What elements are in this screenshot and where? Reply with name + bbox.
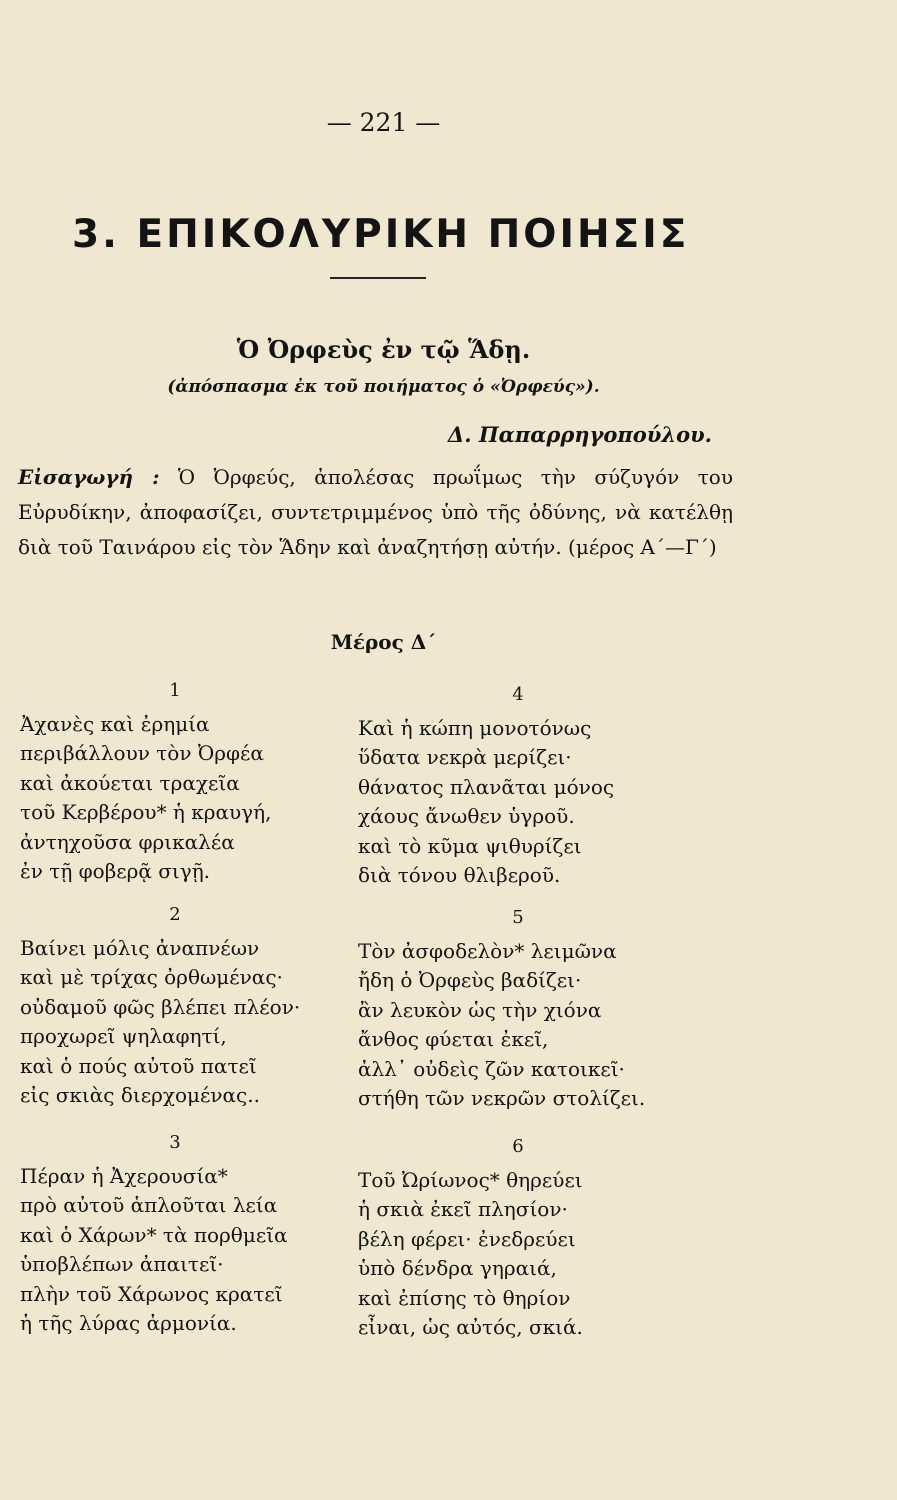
verse-line: Ἀχανὲς καὶ ἐρημία <box>20 711 210 736</box>
verse-line: καὶ ἀκούεται τραχεῖα <box>20 770 240 795</box>
intro-label: Εἰσαγωγή : <box>18 465 160 489</box>
verse-line: τοῦ Κερβέρου* ἡ κραυγή, <box>20 800 272 824</box>
stanza-6 <box>358 1132 678 1343</box>
intro-text: Ὁ Ὀρφεύς, ἀπολέσας πρωΐμως τὴν σύζυγόν του Εὐρυδίκην, ἀποφασίζει, συντετριμμένος ὑπὸ τῆς ὀδύνης, νὰ κατέλθῃ διὰ τοῦ Ταινάρου εἰς τὸν Ἅδην καὶ ἀναζητήσῃ αὐτήν. (μέρος Α΄—Γ΄) <box>18 465 733 559</box>
verse-line: εἰς σκιὰς διερχομένας.. <box>20 1083 260 1107</box>
poem-author: Δ. Παπαρρηγοπούλου. <box>447 422 712 447</box>
verse-line: περιβάλλουν τὸν Ὀρφέα <box>20 741 264 765</box>
verse-line: ἡ σκιὰ ἐκεῖ πλησίον· <box>358 1197 568 1221</box>
verse-line: ἀντηχοῦσα φρικαλέα <box>20 829 235 854</box>
stanza-number: 4 <box>512 684 524 705</box>
poem-subtitle: (ἀπόσπασμα ἐκ τοῦ ποιήματος ὁ «Ὀρφεύς»). <box>167 377 600 397</box>
verse-line: καὶ τὸ κῦμα ψιθυρίζει <box>358 833 582 858</box>
verse-line: ἤδη ὁ Ὀρφεὺς βαδίζει· <box>358 968 582 992</box>
verse-line: Τὸν ἀσφοδελὸν* λειμῶνα <box>358 938 617 963</box>
stanza-number: 2 <box>169 904 181 925</box>
stanza-5 <box>358 903 678 1114</box>
stanza-number: 1 <box>169 680 181 701</box>
divider <box>330 277 426 279</box>
verse-line: ὑποβλέπων ἀπαιτεῖ· <box>20 1252 224 1276</box>
verse-line: θάνατος πλανᾶται μόνος <box>358 774 615 799</box>
verse-line: ἡ τῆς λύρας ἁρμονία. <box>20 1311 237 1335</box>
verse-line: εἶναι, ὡς αὐτός, σκιά. <box>358 1315 583 1339</box>
verse-line: πλὴν τοῦ Χάρωνος κρατεῖ <box>20 1281 283 1306</box>
chapter-heading: 3. ΕΠΙΚΟΛΥΡΙΚΗ ΠΟΙΗΣΙΣ <box>72 212 690 257</box>
verse-line: χάους ἄνωθεν ὑγροῦ. <box>358 804 575 828</box>
verse-line: Πέραν ἡ Ἀχερουσία* <box>20 1163 228 1188</box>
verse-line: Βαίνει μόλις ἀναπνέων <box>20 935 260 960</box>
stanza-4 <box>358 680 678 891</box>
stanza-3 <box>20 1128 320 1339</box>
verse-line: ἂν λευκὸν ὡς τὴν χιόνα <box>358 997 602 1022</box>
stanza-2 <box>20 900 320 1111</box>
stanza-1 <box>20 676 320 887</box>
verse-line: βέλη φέρει· ἐνεδρεύει <box>358 1226 576 1251</box>
verse-line: ἐν τῇ φοβερᾷ σιγῇ. <box>20 859 211 883</box>
verse-line: ὑπὸ δένδρα γηραιά, <box>358 1256 557 1280</box>
verse-line: ὕδατα νεκρὰ μερίζει· <box>358 745 572 769</box>
verse-line: ἄνθος φύεται ἐκεῖ, <box>358 1027 549 1051</box>
stanza-number: 6 <box>512 1136 524 1157</box>
verse-line: καὶ μὲ τρίχας ὀρθωμένας· <box>20 965 283 989</box>
verse-line: πρὸ αὐτοῦ ἁπλοῦται λεία <box>20 1193 278 1217</box>
part-heading: Μέρος Δ΄ <box>330 630 437 654</box>
verse-line: διὰ τόνου θλιβεροῦ. <box>358 863 561 887</box>
verse-line: προχωρεῖ ψηλαφητί, <box>20 1024 227 1048</box>
page-number: — 221 — <box>326 108 441 137</box>
verse-line: Τοῦ Ὠρίωνος* θηρεύει <box>358 1167 583 1192</box>
verse-line: ἀλλ᾽ οὐδεὶς ζῶν κατοικεῖ· <box>358 1056 625 1081</box>
verse-line: στήθη τῶν νεκρῶν στολίζει. <box>358 1086 646 1110</box>
verse-line: καὶ ὁ πούς αὐτοῦ πατεῖ <box>20 1053 257 1078</box>
intro-paragraph <box>18 460 733 565</box>
verse-line: καὶ ἐπίσης τὸ θηρίον <box>358 1285 571 1310</box>
verse-line: Καὶ ἡ κώπη μονοτόνως <box>358 715 592 740</box>
stanza-number: 3 <box>169 1132 181 1153</box>
verse-line: καὶ ὁ Χάρων* τὰ πορθμεῖα <box>20 1222 288 1247</box>
stanza-number: 5 <box>512 907 524 928</box>
verse-line: οὐδαμοῦ φῶς βλέπει πλέον· <box>20 994 301 1019</box>
poem-title: Ὁ Ὀρφεὺς ἐν τῷ Ἅδῃ. <box>236 335 531 364</box>
